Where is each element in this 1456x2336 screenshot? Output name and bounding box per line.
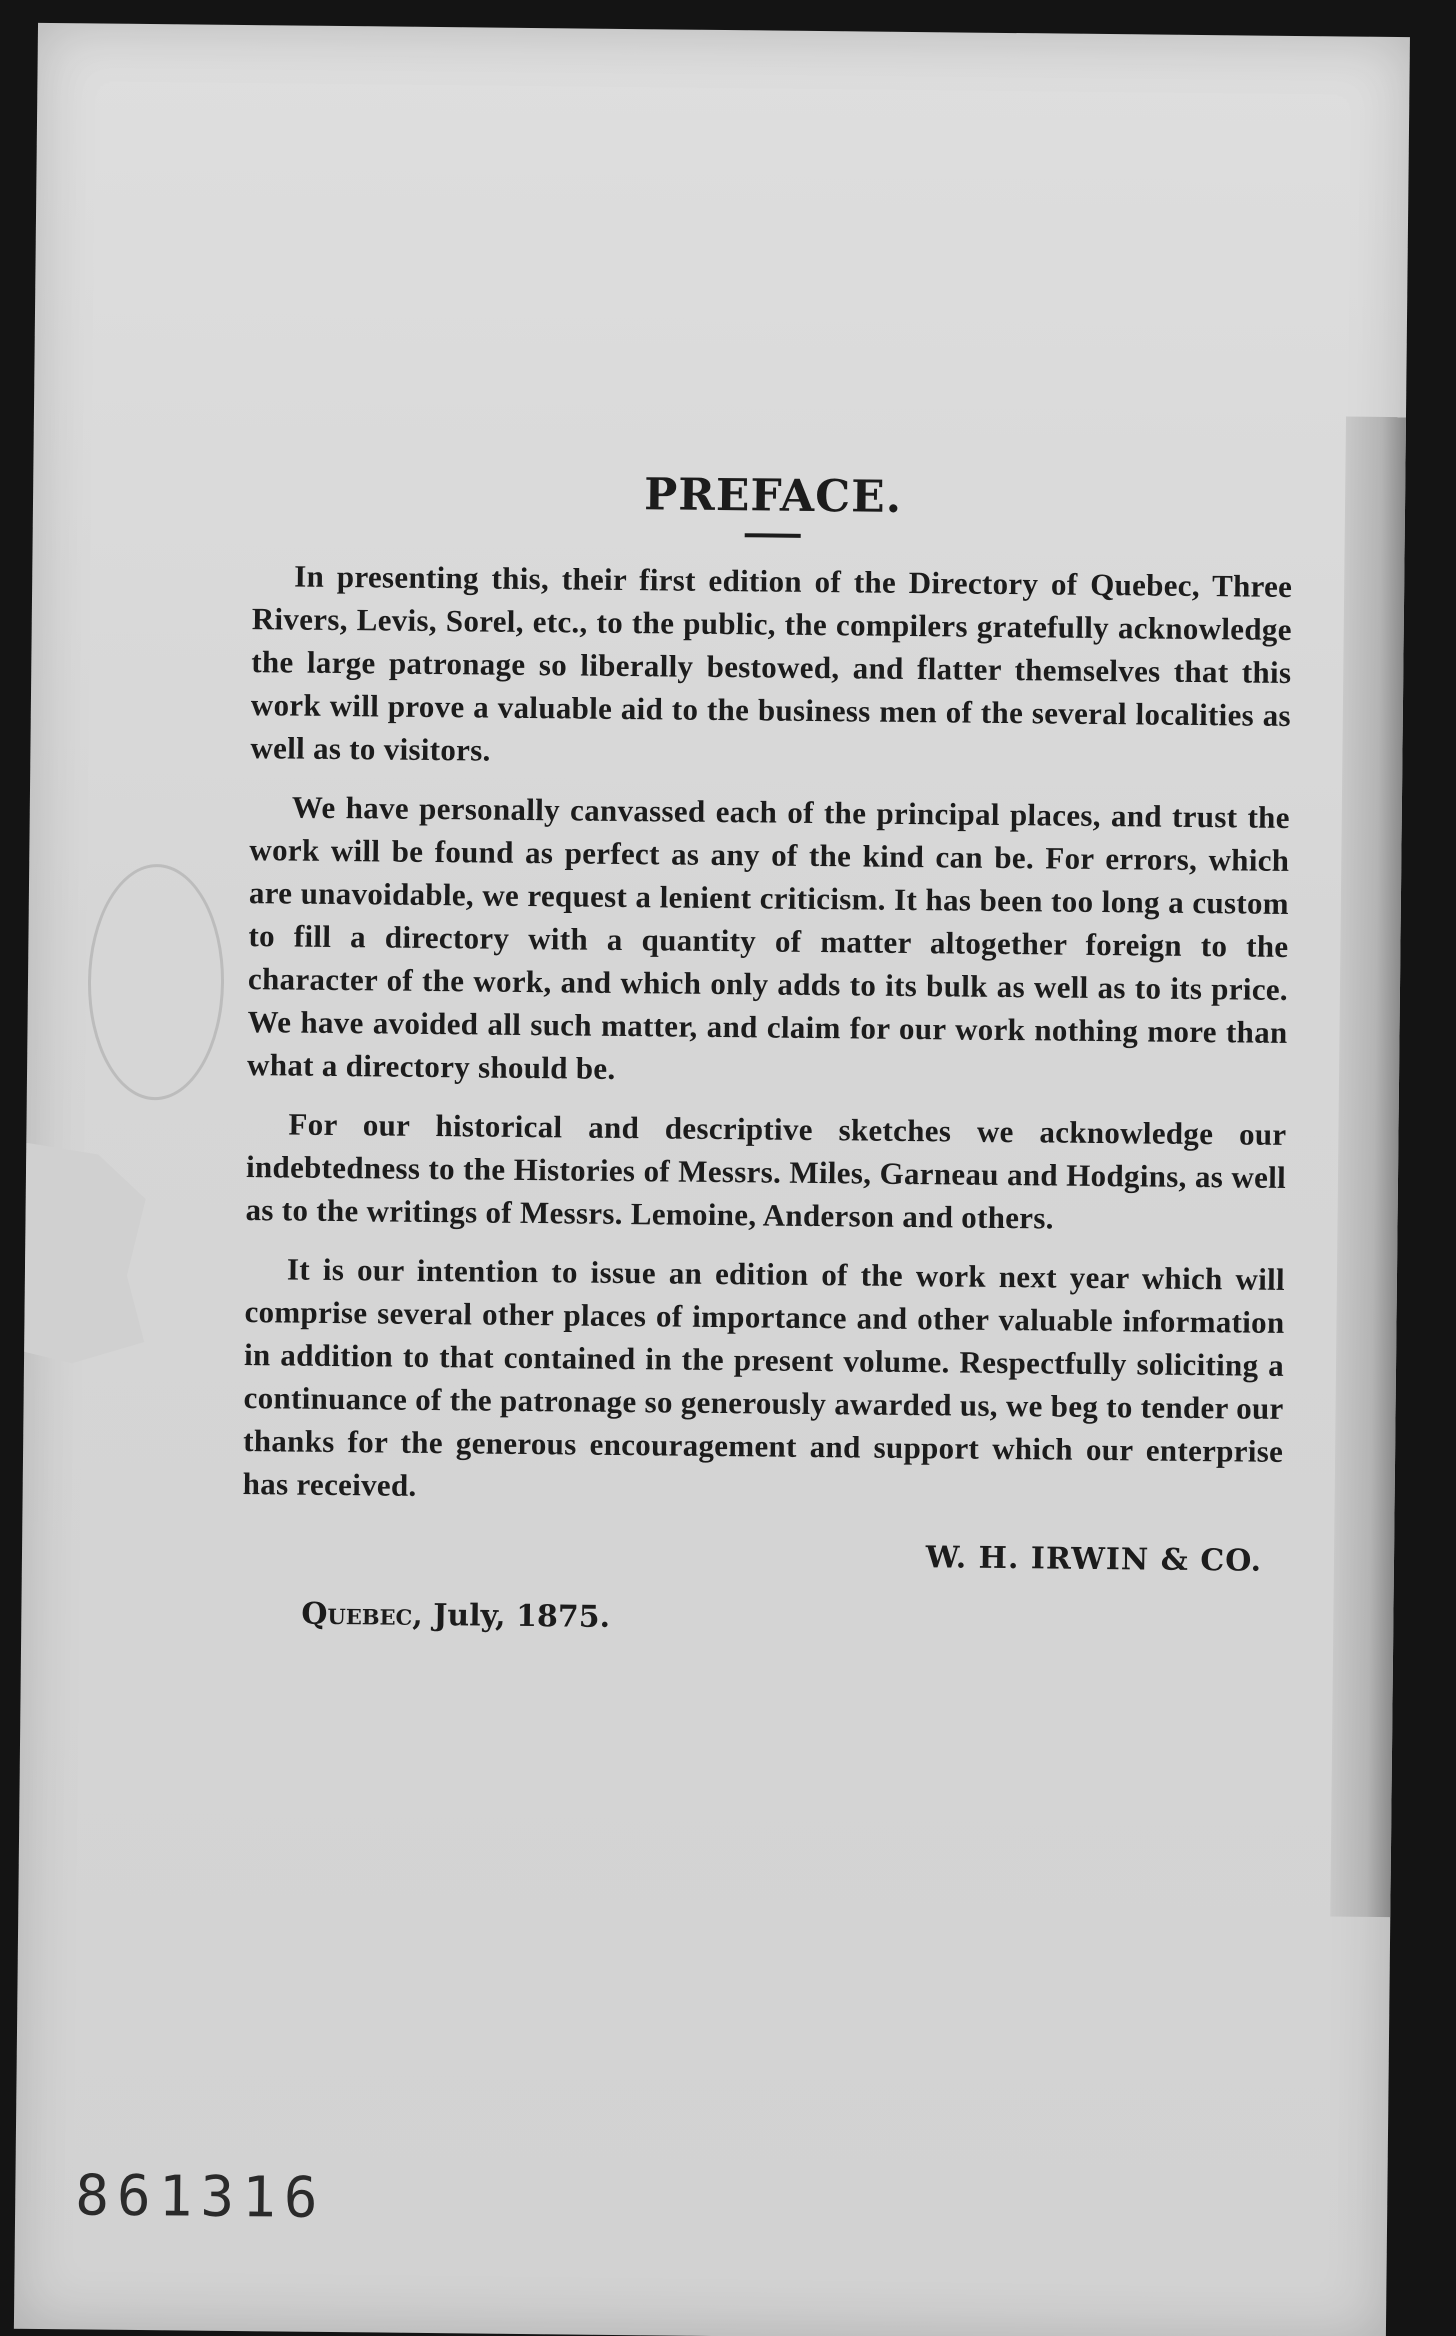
signature: W. H. IRWIN & CO. (925, 1540, 1263, 1579)
paragraph-2: We have personally canvassed each of the principal places, and trust the work will be found as perfect as any of the kind can be. For errors, which are unavoidable, we request a lenient criticism. It has been too long a custom to fill a directory with a quantity of matter altogether foreign to the character of the work, and which only adds to its bulk as well as to its price. We have avoided all such matter, and claim for our work nothing more than what a directory should be. (246, 789, 1290, 1086)
torn-edge (24, 1143, 146, 1364)
paragraph-1: In presenting this, their first edition of the Directory of Quebec, Three Rivers, Levis, Sorel, etc., to the public, the compilers gratefully acknowledge the large patronage so liberally bestowed, and flatter themselves that this work will prove a valuable aid to the business men of the several localities as well as to visitors. (250, 558, 1293, 768)
page-edge-shadow (1330, 417, 1406, 1918)
library-stamp (87, 863, 225, 1100)
dateline (301, 1597, 1281, 1642)
accession-number: 861316 (74, 2163, 326, 2231)
title-rule (745, 533, 801, 538)
paragraph-4: It is our intention to issue an edition of the work next year which will comprise several other places of importance and other valuable information in addition to that contained in the present volume. Respectfully soliciting a continuance of the patronage so generously awarded us, we beg to tender our thanks for the generous encouragement and support which our enterprise has received. (242, 1251, 1286, 1503)
paper-sheet (14, 23, 1410, 2336)
page-title: PREFACE. (643, 469, 903, 523)
dateline-place: Quebec, (301, 1596, 423, 1633)
preface-content (241, 465, 1293, 1642)
dateline-date: July, 1875. (422, 1597, 611, 1635)
paragraph-3: For our historical and descriptive sketches we acknowledge our indebtedness to the Histories of Messrs. Miles, Garneau and Hodgins, as well as to the writings of Messrs. Lemoine, Anderson and others. (245, 1106, 1287, 1236)
